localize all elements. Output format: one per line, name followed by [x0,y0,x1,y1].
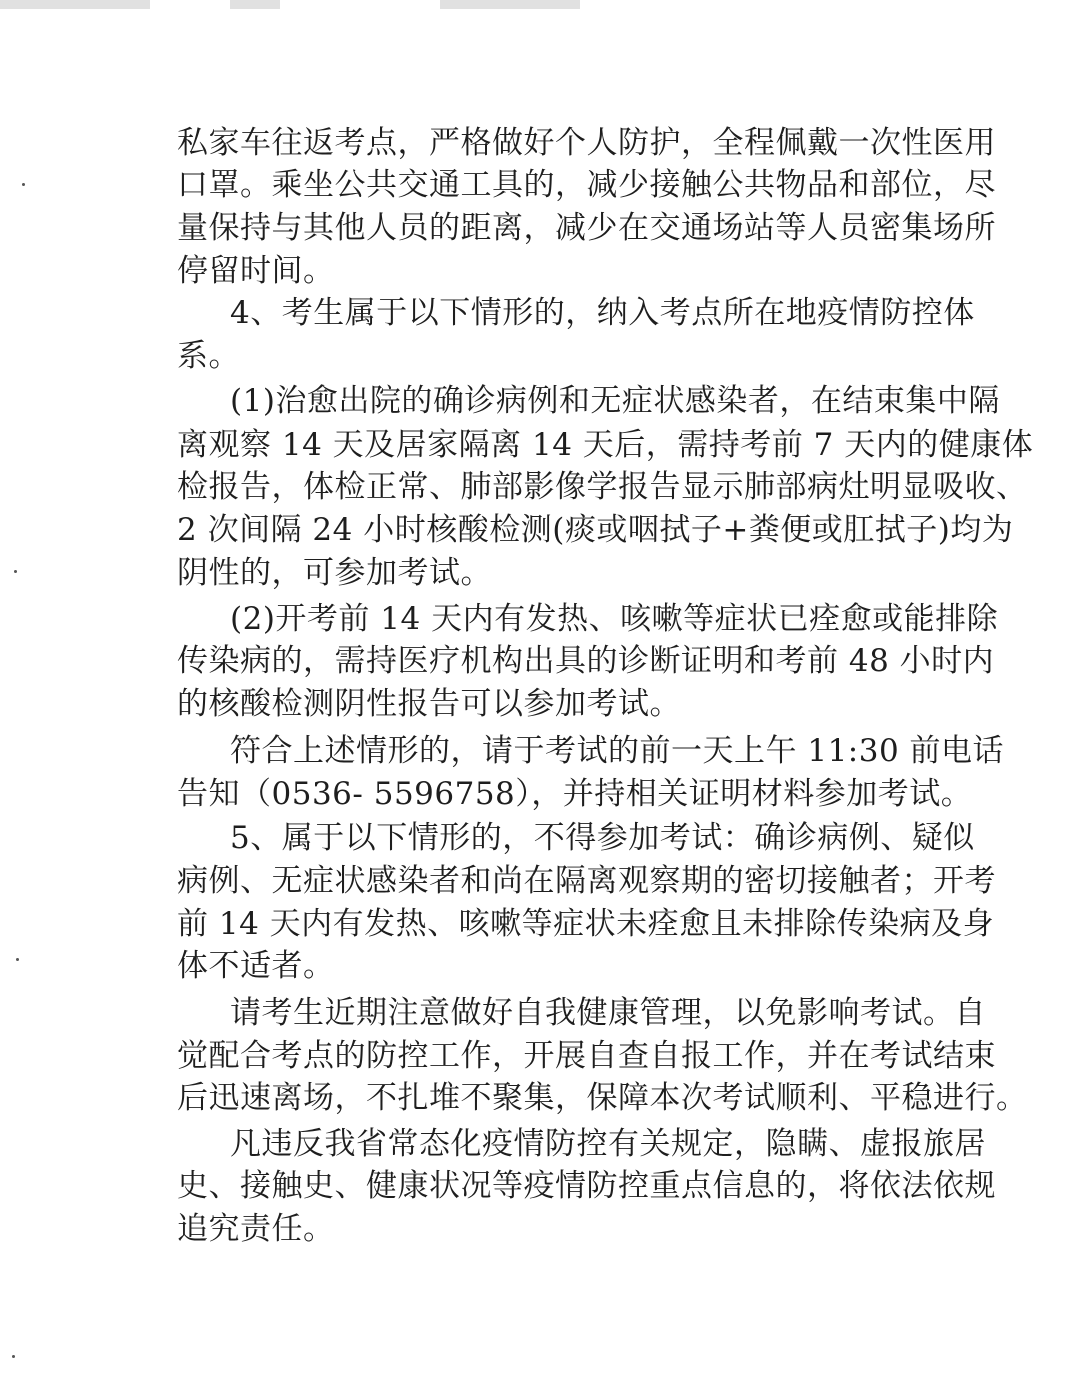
text-line: 2 次间隔 24 小时核酸检测(痰或咽拭子+粪便或肛拭子)均为 [177,512,1014,548]
text-line: 离观察 14 天及居家隔离 14 天后，需持考前 7 天内的健康体 [177,427,1034,463]
text-line: 检报告，体检正常、肺部影像学报告显示肺部病灶明显吸收、 [177,469,1028,505]
text-line: 的核酸检测阴性报告可以参加考试。 [177,686,681,722]
text-line: 符合上述情形的，请于考试的前一天上午 11:30 前电话 [230,733,1005,769]
text-line: 体不适者。 [177,948,335,984]
text-line: 史、接触史、健康状况等疫情防控重点信息的，将依法依规 [177,1168,996,1204]
text-line: 停留时间。 [177,253,335,289]
text-line: 觉配合考点的防控工作，开展自查自报工作，并在考试结束 [177,1038,996,1074]
text-line: 后迅速离场，不扎堆不聚集，保障本次考试顺利、平稳进行。 [177,1080,1028,1116]
text-line: 口罩。乘坐公共交通工具的，减少接触公共物品和部位，尽 [177,167,996,203]
text-line: 传染病的，需持医疗机构出具的诊断证明和考前 48 小时内 [177,643,995,679]
text-line: (1)治愈出院的确诊病例和无症状感染者，在结束集中隔 [230,383,1000,419]
text-line: 病例、无症状感染者和尚在隔离观察期的密切接触者；开考 [177,863,996,899]
text-line: 私家车往返考点，严格做好个人防护，全程佩戴一次性医用 [177,125,996,161]
text-line: 5、属于以下情形的，不得参加考试：确诊病例、疑似 [230,820,975,856]
text-line: 追究责任。 [177,1211,335,1247]
text-line: 系。 [177,338,240,374]
text-line: 凡违反我省常态化疫情防控有关规定，隐瞒、虚报旅居 [230,1126,986,1162]
text-line: 量保持与其他人员的距离，减少在交通场站等人员密集场所 [177,210,996,246]
text-line: 请考生近期注意做好自我健康管理，以免影响考试。自 [230,995,986,1031]
text-line: 前 14 天内有发热、咳嗽等症状未痊愈且未排除传染病及身 [177,906,995,942]
text-line: (2)开考前 14 天内有发热、咳嗽等症状已痊愈或能排除 [230,601,999,637]
text-line: 告知（0536- 5596758），并持相关证明材料参加考试。 [177,776,973,812]
text-line: 阴性的，可参加考试。 [177,555,492,591]
text-line: 4、考生属于以下情形的，纳入考点所在地疫情防控体 [230,295,975,331]
